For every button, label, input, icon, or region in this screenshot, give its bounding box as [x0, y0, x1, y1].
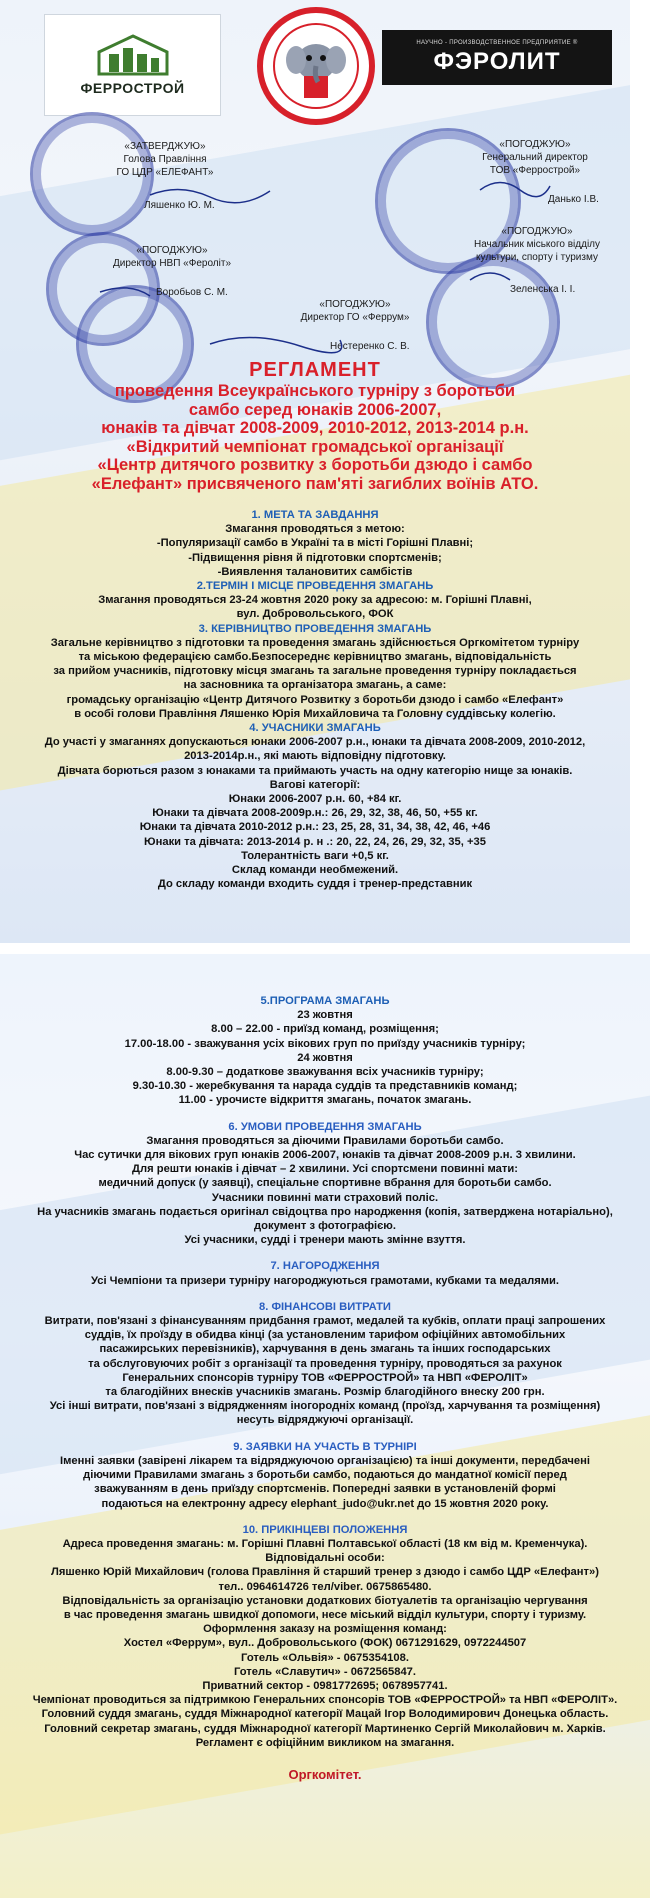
section-8-text: несуть відряджуючі організації. [236, 1414, 414, 1427]
section-6-text: Усі учасники, судді і тренери мають змінне взуття. [184, 1234, 466, 1247]
section-10-text: Головний суддя змагань, суддя Міжнародної категорії Мацай Ігор Володимирович Донецька область. [41, 1708, 609, 1721]
section-6-text: Час сутички для вікових груп юнаків 2006-2007, юнаків та дівчат 2008-2009 р.н. 3 хвилини. [74, 1149, 576, 1162]
section-1-heading: 1. МЕТА ТА ЗАВДАННЯ [251, 509, 379, 521]
section-6-text: документ з фотографією. [254, 1220, 396, 1233]
section-10-text: в час проведення змагань швидкої допомоги, несе міський відділ культури, спорту і туризму. [63, 1608, 587, 1621]
section-8-heading: 8. ФІНАНСОВІ ВИТРАТИ [259, 1300, 391, 1313]
approval-ferrostroy-head: «ПОГОДЖУЮ» [499, 139, 571, 150]
section-5-text: 11.00 - урочисте відкриття змагань, початок змагань. [178, 1094, 472, 1107]
approval-ferolit-head: «ПОГОДЖУЮ» [136, 245, 208, 256]
section-1-text: -Популяризації самбо в Україні та в місті Горішні Плавні; [156, 537, 474, 550]
section-10-text: Приватний сектор - 0981772695; 0678957741. [202, 1679, 448, 1692]
section-10-text: Оформлення заказу на розміщення команд: [203, 1623, 447, 1636]
section-4-text: Юнаки та дівчата 2008-2009р.н.: 26, 29, 32, 38, 46, 50, +55 кг. [152, 807, 478, 820]
section-10-text: Відповідальні особи: [265, 1552, 385, 1565]
page-one [0, 0, 630, 943]
section-10-text: Головний секретар змагань, суддя Міжнародної категорії Мартиненко Сергій Миколайович м. Харків. [44, 1722, 606, 1735]
document-title [0, 358, 630, 493]
section-6-heading: 6. УМОВИ ПРОВЕДЕННЯ ЗМАГАНЬ [228, 1120, 422, 1133]
approval-culture-dept: культури, спорту і туризму [476, 252, 598, 263]
approval-elefant-org: ГО ЦДР «ЕЛЕФАНТ» [116, 167, 214, 178]
section-6-text: Для решти юнаків і дівчат – 2 хвилини. Усі спортсмени повинні мати: [132, 1163, 518, 1176]
section-10-heading: 10. ПРИКІНЦЕВІ ПОЛОЖЕННЯ [242, 1523, 408, 1536]
section-2-text: Змагання проводяться 23-24 жовтня 2020 року за адресою: м. Горішні Плавні, [98, 594, 532, 607]
approval-ferolit-role: Директор НВП «Фероліт» [112, 258, 232, 269]
approval-ferrum-role: Директор ГО «Феррум» [300, 312, 410, 323]
section-4-text: До складу команди входить суддя і тренер-представник [157, 878, 473, 891]
section-10-text: Відповідальність за організацію установки додаткових біотуалетів та організацію чергування [62, 1594, 588, 1607]
section-5-text: 23 жовтня [297, 1009, 353, 1022]
sections-5-10 [0, 994, 650, 1782]
section-8-text: та благодійних внесків учасників змагань. Розмір благодійного внеску 200 грн. [105, 1386, 545, 1399]
section-4-text: Юнаки 2006-2007 р.н. 60, +84 кг. [228, 793, 402, 806]
approval-culture-sign: Зеленська І. І. [510, 284, 576, 295]
section-9-heading: 9. ЗАЯВКИ НА УЧАСТЬ В ТУРНІРІ [233, 1440, 417, 1453]
section-1-text: Змагання проводяться з метою: [225, 523, 405, 536]
title-line-6: «Центр дитячого розвитку з боротьби дзюдо і самбо [97, 456, 533, 474]
section-5-text: 8.00-9.30 – додаткове зважування всіх учасників турніру; [166, 1066, 484, 1079]
section-5-text: 24 жовтня [297, 1051, 353, 1064]
section-5-text: 17.00-18.00 - зважування усіх вікових груп по приїзду учасників турніру; [124, 1037, 526, 1050]
section-4-text: Юнаки та дівчата: 2013-2014 р. н .: 20, 22, 24, 26, 29, 32, 35, +35 [144, 835, 486, 848]
section-2-heading: 2.ТЕРМІН І МІСЦЕ ПРОВЕДЕННЯ ЗМАГАНЬ [196, 580, 434, 593]
section-6-text: Учасники повинні мати страховий поліс. [211, 1191, 439, 1204]
section-10-text: Хостел «Феррум», вул.. Добровольського (ФОК) 0671291629, 0972244507 [123, 1637, 527, 1650]
section-5-text: 9.30-10.30 - жеребкування та нарада суддів та представників команд; [132, 1080, 518, 1093]
section-10-text: Регламент є офіційним викликом на змагання. [195, 1736, 455, 1749]
section-4-text: Толерантність ваги +0,5 кг. [241, 849, 389, 862]
section-1-text: -Підвищення рівня й підготовки спортсменів; [188, 551, 442, 564]
section-9-text: діючими Правилами змагань з боротьби самбо, подаються до мандатної комісії перед [83, 1469, 567, 1482]
section-3-heading: 3. КЕРІВНИЦТВО ПРОВЕДЕННЯ ЗМАГАНЬ [198, 622, 432, 635]
approval-ferrostroy-role: Генеральний директор [482, 152, 588, 163]
sections-1-4 [4, 508, 626, 891]
title-line-5: «Відкритий чемпіонат громадської організації [126, 437, 504, 456]
section-3-text: в особі голови Правління Ляшенко Юрія Михайловича та Головну суддівську колегію. [74, 707, 556, 720]
approval-ferolit-sign: Воробьов С. М. [156, 287, 228, 298]
section-4-text: Склад команди необмежений. [231, 864, 399, 877]
approval-elefant-sign: Ляшенко Ю. М. [144, 200, 215, 211]
section-2-text: вул. Добровольського, ФОК [236, 608, 394, 621]
page-two [0, 954, 650, 1898]
section-6-text: медичний допуск (у заявці), спеціальне спортивне вбрання для боротьби самбо. [98, 1177, 552, 1190]
section-3-text: за прийом учасників, підготовку місця змагань та загальне проведення турніру покладається [53, 665, 577, 678]
ferolit-subtitle: НАУЧНО - ПРОИЗВОДСТВЕННОЕ ПРЕДПРИЯТИЕ ® [416, 39, 578, 46]
title-line-3: самбо серед юнаків 2006-2007, [188, 400, 442, 419]
approval-ferrostroy-org: ТОВ «Феррострой» [489, 165, 581, 176]
title-line-4: юнаків та дівчат 2008-2009, 2010-2012, 2013-2014 р.н. [101, 419, 529, 437]
section-10-text: Ляшенко Юрій Михайлович (голова Правління й старший тренер з дзюдо і самбо ЦДР «Елефант») [51, 1566, 599, 1579]
section-8-text: Витрати, пов'язані з фінансуванням придбання грамот, медалей та кубків, оплати праці запрошених [44, 1315, 606, 1328]
section-7-heading: 7. НАГОРОДЖЕННЯ [270, 1260, 380, 1273]
org-committee-signoff: Оргкомітет. [288, 1766, 362, 1782]
approval-elefant-role: Голова Правління [123, 154, 207, 165]
ferolit-name: ФЭРОЛИТ [433, 47, 561, 75]
approval-ferrum-head: «ПОГОДЖУЮ» [319, 299, 391, 310]
section-1-text: -Виявлення талановитих самбістів [217, 565, 413, 578]
title-line-7: «Елефант» присвяченого пам'яті загиблих воїнів АТО. [91, 474, 539, 493]
section-4-text: Вагові категорії: [269, 778, 361, 791]
section-7-text: Усі Чемпіони та призери турніру нагороджуються грамотами, кубками та медалями. [90, 1274, 560, 1287]
section-4-text: Дівчата борються разом з юнаками та приймають участь на одну категорію нище за юнаків. [57, 764, 573, 777]
section-3-text: Загальне керівництво з підготовки та проведення змагань здійснюється Оргкомітетом турніру [50, 636, 580, 649]
section-6-text: Змагання проводяться за діючими Правилами боротьби самбо. [146, 1134, 504, 1147]
signature-lines [0, 0, 630, 400]
section-4-heading: 4. УЧАСНИКИ ЗМАГАНЬ [249, 722, 381, 735]
section-10-text: Адреса проведення змагань: м. Горішні Плавні Полтавської області (18 км від м. Кременчука). [62, 1537, 588, 1550]
section-9-text: Іменні заявки (завірені лікарем та відряджуючою організацією) та інші документи, передбачені [60, 1454, 590, 1467]
section-4-text: До участі у змаганнях допускаються юнаки 2006-2007 р.н., юнаки та дівчата 2008-2009, 2010-2012, [44, 736, 586, 749]
title-reglament: РЕГЛАМЕНТ [249, 359, 381, 381]
approval-culture-head: «ПОГОДЖУЮ» [501, 226, 573, 237]
section-9-text: подаються на електронну адресу elephant_judo@ukr.net до 15 жовтня 2020 року. [101, 1497, 549, 1510]
approval-culture-role: Начальник міського відділу [473, 239, 601, 250]
section-10-text: Чемпіонат проводиться за підтримкою Генеральних спонсорів ТОВ «ФЕРРОСТРОЙ» та НВП «ФЕРОЛІТ». [32, 1694, 618, 1707]
section-10-text: Готель «Славутич» - 0672565847. [233, 1665, 417, 1678]
approval-ferrum-sign: Нестеренко С. В. [330, 341, 410, 352]
section-8-text: Усі інші витрати, пов'язані з відрядженням іногородніх команд (проїзд, харчування та розміщення) [49, 1400, 601, 1413]
section-10-text: Готель «Ольвія» - 0675354108. [241, 1651, 409, 1664]
section-3-text: громадську організацію «Центр Дитячого Розвитку з боротьби дзюдо і самбо «Елефант» [66, 693, 564, 706]
section-3-text: на засновника та організатора змагань, а саме: [183, 679, 447, 692]
section-10-text: тел.. 0964614726 тел/viber. 0675865480. [218, 1580, 432, 1593]
approval-elefant-head: «ЗАТВЕРДЖУЮ» [124, 141, 206, 152]
section-9-text: зважуванням в день приїзду спортсменів. Попередні заявки в установленій формі [94, 1483, 556, 1496]
approval-ferrostroy-sign: Данько І.В. [548, 194, 599, 205]
section-8-text: Генеральних спонсорів турніру ТОВ «ФЕРРОСТРОЙ» та НВП «ФЕРОЛІТ» [122, 1371, 528, 1384]
section-8-text: та обслуговуючих робіт з організації та проведення турніру, проводяться за рахунок [88, 1357, 562, 1370]
section-6-text: На учасників змагань подається оригінал свідоцтва про народження (копія, затверджена нотаріально), [37, 1205, 613, 1218]
title-line-2: проведення Всеукраїнського турніру з боротьби [114, 382, 516, 400]
section-8-text: пасажирських перевізників), харчування в день змагань та інших господарських [99, 1343, 551, 1356]
section-4-text: Юнаки та дівчата 2010-2012 р.н.: 23, 25, 28, 31, 34, 38, 42, 46, +46 [139, 821, 491, 834]
ferrostroy-name: ФЕРРОСТРОЙ [80, 80, 185, 96]
section-8-text: суддів, їх проїзду в обидва кінці (за установленим тарифом офіційних автомобільних [84, 1329, 566, 1342]
section-3-text: та міською федерацією самбо.Безпосереднє керівництво змагань, відповідальність [78, 651, 552, 664]
section-5-heading: 5.ПРОГРАМА ЗМАГАНЬ [260, 995, 390, 1007]
section-4-text: 2013-2014р.н., які мають відповідну підготовку. [184, 750, 446, 763]
section-5-text: 8.00 – 22.00 - приїзд команд, розміщення; [211, 1023, 439, 1036]
